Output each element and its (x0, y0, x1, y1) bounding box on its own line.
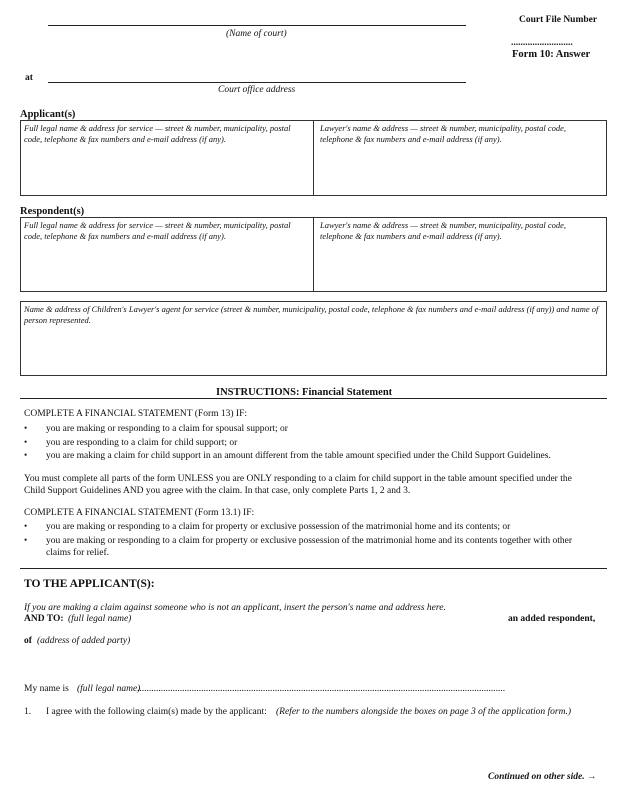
court-file-number-label: Court File Number (519, 15, 598, 25)
form131-heading: COMPLETE A FINANCIAL STATEMENT (Form 13.1) IF: (24, 508, 255, 518)
court-name-line[interactable] (48, 25, 466, 26)
my-name-field[interactable]: ........................................................................................................................................................... (137, 684, 506, 694)
form13-item: you are responding to a claim for child support; or (46, 438, 238, 448)
continued-text: Continued on other side. (488, 772, 585, 782)
and-to-label: AND TO: (24, 614, 64, 624)
added-party-address-field[interactable]: (address of added party) (37, 636, 131, 646)
bullet: • (24, 437, 28, 447)
item1-text: I agree with the following claim(s) made by the applicant: (46, 707, 267, 717)
respondent-heading: Respondent(s) (20, 206, 85, 217)
added-party-instruction: If you are making a claim against someone who is not an applicant, insert the person's name and address here. (24, 603, 446, 613)
of-label: of (24, 636, 32, 646)
respondent-lawyer-field[interactable]: Lawyer's name & address — street & number, municipality, postal code, telephone & fax numbers and e-mail address (if any). (320, 220, 567, 241)
instructions-bottom-rule (20, 568, 607, 569)
form13-item: you are making or responding to a claim for spousal support; or (46, 424, 288, 434)
form131-item: you are making or responding to a claim for property or exclusive possession of the matrimonial home and its contents together with other claims for relief. (46, 536, 573, 558)
item1-number: 1. (24, 707, 32, 717)
my-name-label: My name is (24, 684, 69, 694)
applicant-address-field[interactable]: Full legal name & address for service — street & number, municipality, postal code, telephone & fax numbers and e-mail address (if any). (24, 123, 291, 144)
my-name-hint: (full legal name) (77, 684, 141, 694)
added-party-name-field[interactable]: (full legal name) (68, 614, 132, 624)
form13-heading: COMPLETE A FINANCIAL STATEMENT (Form 13) IF: (24, 409, 248, 419)
bullet: • (24, 423, 28, 433)
item1-hint: (Refer to the numbers alongside the boxes on page 3 of the application form.) (276, 707, 571, 717)
added-respondent-label: an added respondent, (508, 614, 596, 624)
bullet: • (24, 521, 28, 531)
at-label: at (25, 73, 33, 83)
form131-item: you are making or responding to a claim for property or exclusive possession of the matrimonial home and its contents; or (46, 522, 511, 532)
childrens-lawyer-field[interactable]: Name & address of Children's Lawyer's agent for service (street & number, municipality, postal code, telephone & fax numbers and e-mail address (if any)) and name of person represented. (24, 304, 599, 325)
instructions-title: INSTRUCTIONS: Financial Statement (216, 387, 393, 398)
instructions-paragraph-line1: You must complete all parts of the form UNLESS you are ONLY responding to a claim for child support in the table amount specified under the (24, 474, 572, 484)
applicant-box-divider (313, 120, 314, 196)
respondent-box-divider (313, 217, 314, 292)
arrow-right-icon: → (586, 772, 597, 782)
bullet: • (24, 535, 28, 545)
court-name-caption: (Name of court) (226, 29, 287, 39)
bullet: • (24, 450, 28, 460)
form13-item: you are making a claim for child support in an amount different from the table amount specified under the Child Support Guidelines. (46, 451, 551, 461)
instructions-paragraph-line2: Child Support Guidelines AND you agree with the claim. In that case, only complete Parts 1, 2 and 3. (24, 486, 411, 496)
applicant-lawyer-field[interactable]: Lawyer's name & address — street & number, municipality, postal code, telephone & fax numbers and e-mail address (if any). (320, 123, 567, 144)
court-address-line[interactable] (48, 82, 466, 83)
form-title: Form 10: Answer (512, 49, 591, 60)
court-address-caption: Court office address (218, 85, 296, 95)
court-file-number-field[interactable]: .......................... (511, 38, 573, 48)
to-applicant-heading: TO THE APPLICANT(S): (24, 578, 155, 590)
respondent-address-field[interactable]: Full legal name & address for service — street & number, municipality, postal code, telephone & fax numbers and e-mail address (if any). (24, 220, 291, 241)
continued-note (488, 771, 596, 783)
applicant-heading: Applicant(s) (20, 109, 76, 120)
